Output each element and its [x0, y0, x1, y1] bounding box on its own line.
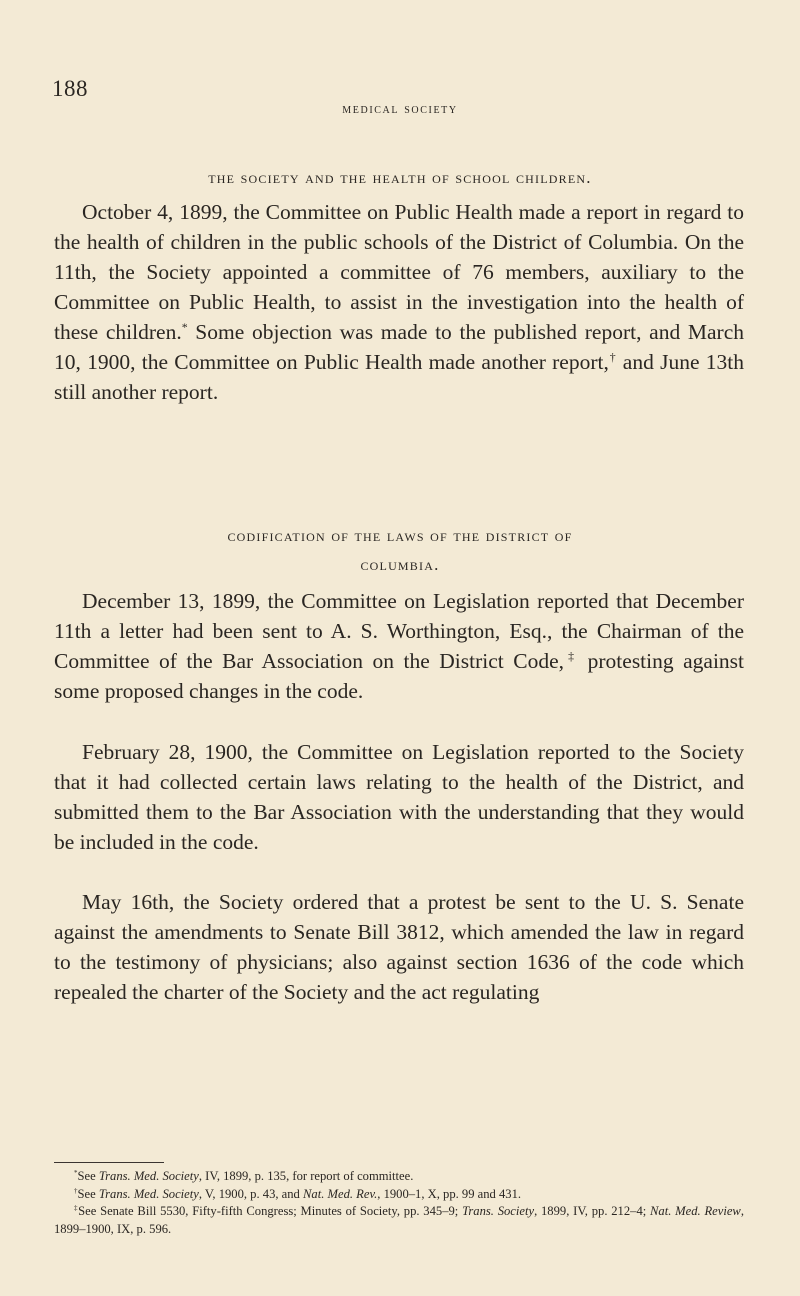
- footnote: †See Trans. Med. Society, V, 1900, p. 43, and Nat. Med. Rev., 1900–1, X, pp. 99 and 431.: [74, 1186, 522, 1201]
- section-heading-school-children: the society and the health of school children.: [208, 168, 592, 187]
- paragraph-school-children: October 4, 1899, the Committee on Public Health made a report in regard to the health of children in the public schools of the District of Columbia. On the 11th, the Society appointed a committee of 76 members, auxiliary to the Committee on Public Health, to assist in the investigation into the health of these children.* Some objection was made to the published report, and March 10, 1900, the Committee on Public Health made another report,† and June 13th still another report.: [54, 200, 745, 404]
- paragraph-february: February 28, 1900, the Committee on Legislation reported to the Society that it had collected certain laws relating to the health of the District, and submitted them to the Bar Association with the understanding that they would be included in the code.: [54, 740, 744, 854]
- page-number: 188: [52, 76, 88, 101]
- footnotes: [54, 1168, 744, 1238]
- footnote: *See Trans. Med. Society, IV, 1899, p. 135, for report of committee.: [74, 1169, 414, 1183]
- heading-line: columbia.: [360, 555, 440, 574]
- running-head: medical society: [342, 101, 458, 117]
- heading-line: codification of the laws of the district of: [227, 526, 573, 545]
- paragraph-december: December 13, 1899, the Committee on Legislation reported that December 11th a letter had been sent to A. S. Worthington, Esq., the Chairman of the Committee of the Bar Association on the District Code,‡ protesting against some proposed changes in the code.: [54, 589, 745, 703]
- footnote: ‡See Senate Bill 5530, Fifty-fifth Congress; Minutes of Society, pp. 345–9; Trans. Society, 1899, IV, pp. 212–4; Nat. Med. Review, 1899–1900, IX, p. 596.: [54, 1204, 744, 1236]
- footnote-divider: [54, 1162, 164, 1163]
- section-heading-codification: [40, 521, 760, 579]
- footnote-ref: ‡: [564, 648, 579, 663]
- footnote-ref: *: [181, 319, 188, 334]
- footnote-ref: †: [608, 349, 617, 364]
- paragraph-may: May 16th, the Society ordered that a protest be sent to the U. S. Senate against the amendments to Senate Bill 3812, which amended the law in regard to the testimony of physicians; also against section 1636 of the code which repealed the charter of the Society and the act regulating: [54, 890, 744, 1004]
